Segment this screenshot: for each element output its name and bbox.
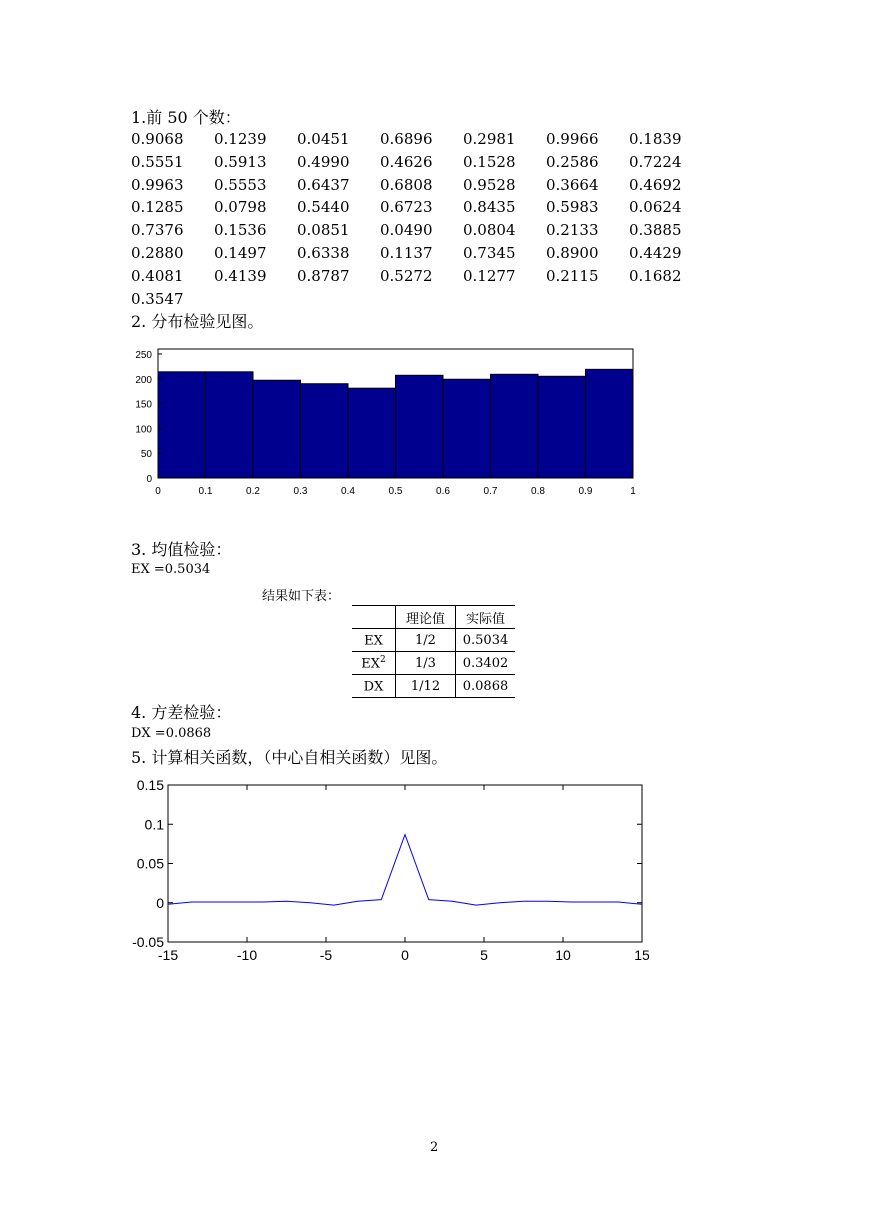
table-actual-cell: 0.0868 — [456, 675, 516, 698]
histogram-bar — [158, 372, 206, 478]
section3-heading: 3. 均值检验： — [131, 540, 232, 559]
x-tick-label: 0.8 — [531, 486, 545, 497]
results-table — [352, 605, 515, 698]
number-value: 0.4081 — [131, 266, 184, 285]
number-value: 0.0804 — [463, 221, 516, 240]
section4-heading: 4. 方差检验： — [131, 703, 232, 722]
dx-result: DX =0.0868 — [131, 726, 212, 741]
number-value: 0.2133 — [546, 221, 599, 240]
number-value: 0.1277 — [463, 266, 516, 285]
table-header-cell — [352, 606, 396, 629]
number-value: 0.5272 — [380, 266, 433, 285]
histogram-bar — [301, 384, 349, 478]
x-tick-label: 1 — [630, 486, 636, 497]
x-tick-label: 0 — [155, 486, 161, 497]
table-theory-cell: 1/12 — [396, 675, 456, 698]
number-value: 0.4990 — [297, 152, 350, 171]
y-tick-label: 0.15 — [136, 777, 164, 793]
number-value: 0.6808 — [380, 175, 433, 194]
number-value: 0.1528 — [463, 152, 516, 171]
number-value: 0.3885 — [629, 221, 682, 240]
table-row — [352, 629, 515, 652]
y-tick-label: 0.05 — [136, 855, 164, 872]
x-tick-label: 0.2 — [246, 486, 260, 497]
table-caption: 结果如下表： — [262, 589, 341, 604]
number-value: 0.8435 — [463, 198, 516, 217]
number-value: 0.0851 — [297, 221, 350, 240]
x-tick-label: -15 — [157, 947, 179, 963]
histogram-bar — [586, 369, 634, 478]
number-value: 0.0624 — [629, 198, 682, 217]
number-value: 0.2981 — [463, 130, 516, 148]
number-value: 0.8900 — [546, 244, 599, 262]
number-value: 0.1137 — [380, 244, 433, 262]
table-theory-cell: 1/2 — [396, 629, 456, 652]
autocorrelation-chart — [115, 772, 660, 967]
histogram-bar — [396, 375, 444, 478]
number-value: 0.3664 — [546, 175, 599, 194]
x-tick-label: 0.5 — [388, 486, 403, 497]
y-tick-label: -0.05 — [132, 934, 164, 950]
number-value: 0.6723 — [380, 198, 433, 217]
number-value: 0.9068 — [131, 130, 184, 148]
number-value: 0.1239 — [214, 130, 267, 148]
number-value: 0.5553 — [214, 175, 267, 194]
x-tick-label: 0.6 — [436, 486, 450, 497]
number-value: 0.2115 — [546, 266, 599, 285]
number-value: 0.9528 — [463, 175, 516, 194]
table-header-cell: 理论值 — [396, 606, 456, 629]
table-row-label: DX — [352, 675, 396, 698]
table-actual-cell: 0.5034 — [456, 629, 516, 652]
table-row — [352, 675, 515, 698]
plot-frame — [168, 785, 642, 942]
section1-heading: 1.前 50 个数： — [131, 108, 241, 127]
histogram-chart — [120, 340, 650, 505]
histogram-bar — [206, 372, 254, 478]
x-tick-label: 0.3 — [293, 486, 308, 497]
x-tick-label: 0.9 — [578, 486, 593, 497]
number-value: 0.6338 — [297, 244, 350, 262]
number-value: 0.0798 — [214, 198, 267, 217]
page-number: 2 — [430, 1140, 439, 1155]
number-value: 0.5440 — [297, 198, 350, 217]
number-value: 0.6896 — [380, 130, 433, 148]
x-tick-label: 15 — [634, 947, 650, 963]
number-value: 0.6437 — [297, 175, 350, 194]
number-value: 0.9963 — [131, 175, 184, 194]
y-tick-label: 0 — [146, 474, 152, 485]
x-tick-label: 0 — [401, 947, 409, 963]
number-value: 0.5913 — [214, 152, 267, 171]
x-tick-label: -10 — [236, 947, 258, 963]
y-tick-label: 0.1 — [144, 816, 164, 833]
number-value: 0.2880 — [131, 244, 184, 262]
number-value: 0.4429 — [629, 244, 682, 262]
table-row — [352, 652, 515, 675]
table-header-cell: 实际值 — [456, 606, 516, 629]
y-tick-label: 0 — [156, 894, 164, 911]
number-value: 0.0490 — [380, 221, 433, 240]
x-tick-label: 0.7 — [483, 486, 498, 497]
number-value: 0.0451 — [297, 130, 350, 148]
number-value: 0.4139 — [214, 266, 267, 285]
table-header-row — [352, 606, 515, 629]
section5-heading: 5. 计算相关函数，（中心自相关函数）见图。 — [131, 748, 448, 767]
y-tick-label: 250 — [135, 349, 152, 361]
histogram-bar — [253, 380, 301, 478]
table-row-label: EX — [352, 629, 396, 652]
number-value: 0.5983 — [546, 198, 599, 217]
number-value: 0.7376 — [131, 221, 184, 240]
number-value: 0.1839 — [629, 130, 682, 148]
x-tick-label: 5 — [480, 947, 488, 963]
histogram-bar — [538, 376, 586, 478]
number-value: 0.9966 — [546, 130, 599, 148]
number-value: 0.1536 — [214, 221, 267, 240]
number-value: 0.1682 — [629, 266, 682, 285]
histogram-bar — [491, 374, 539, 478]
number-value: 0.1285 — [131, 198, 184, 217]
histogram-bar — [443, 379, 491, 478]
y-tick-label: 150 — [135, 399, 152, 411]
y-tick-label: 200 — [135, 374, 152, 386]
number-value: 0.4692 — [629, 175, 682, 194]
table-row-label: $EX^2$ — [352, 652, 396, 675]
section2-heading: 2. 分布检验见图。 — [131, 312, 264, 331]
y-tick-label: 100 — [135, 424, 152, 436]
histogram-bar — [348, 388, 396, 478]
ex-result: EX =0.5034 — [131, 562, 211, 577]
x-tick-label: -5 — [319, 947, 333, 963]
number-value: 0.8787 — [297, 266, 350, 285]
y-tick-label: 50 — [140, 449, 152, 461]
number-value: 0.7224 — [629, 152, 682, 171]
number-value: 0.5551 — [131, 152, 184, 171]
number-value: 0.3547 — [131, 289, 184, 308]
number-value: 0.4626 — [380, 152, 433, 171]
table-theory-cell: 1/3 — [396, 652, 456, 675]
number-value: 0.7345 — [463, 244, 516, 262]
number-value: 0.2586 — [546, 152, 599, 171]
x-tick-label: 0.1 — [198, 486, 213, 497]
x-tick-label: 0.4 — [341, 486, 355, 497]
number-value: 0.1497 — [214, 244, 267, 262]
x-tick-label: 10 — [555, 947, 571, 963]
table-actual-cell: 0.3402 — [456, 652, 516, 675]
